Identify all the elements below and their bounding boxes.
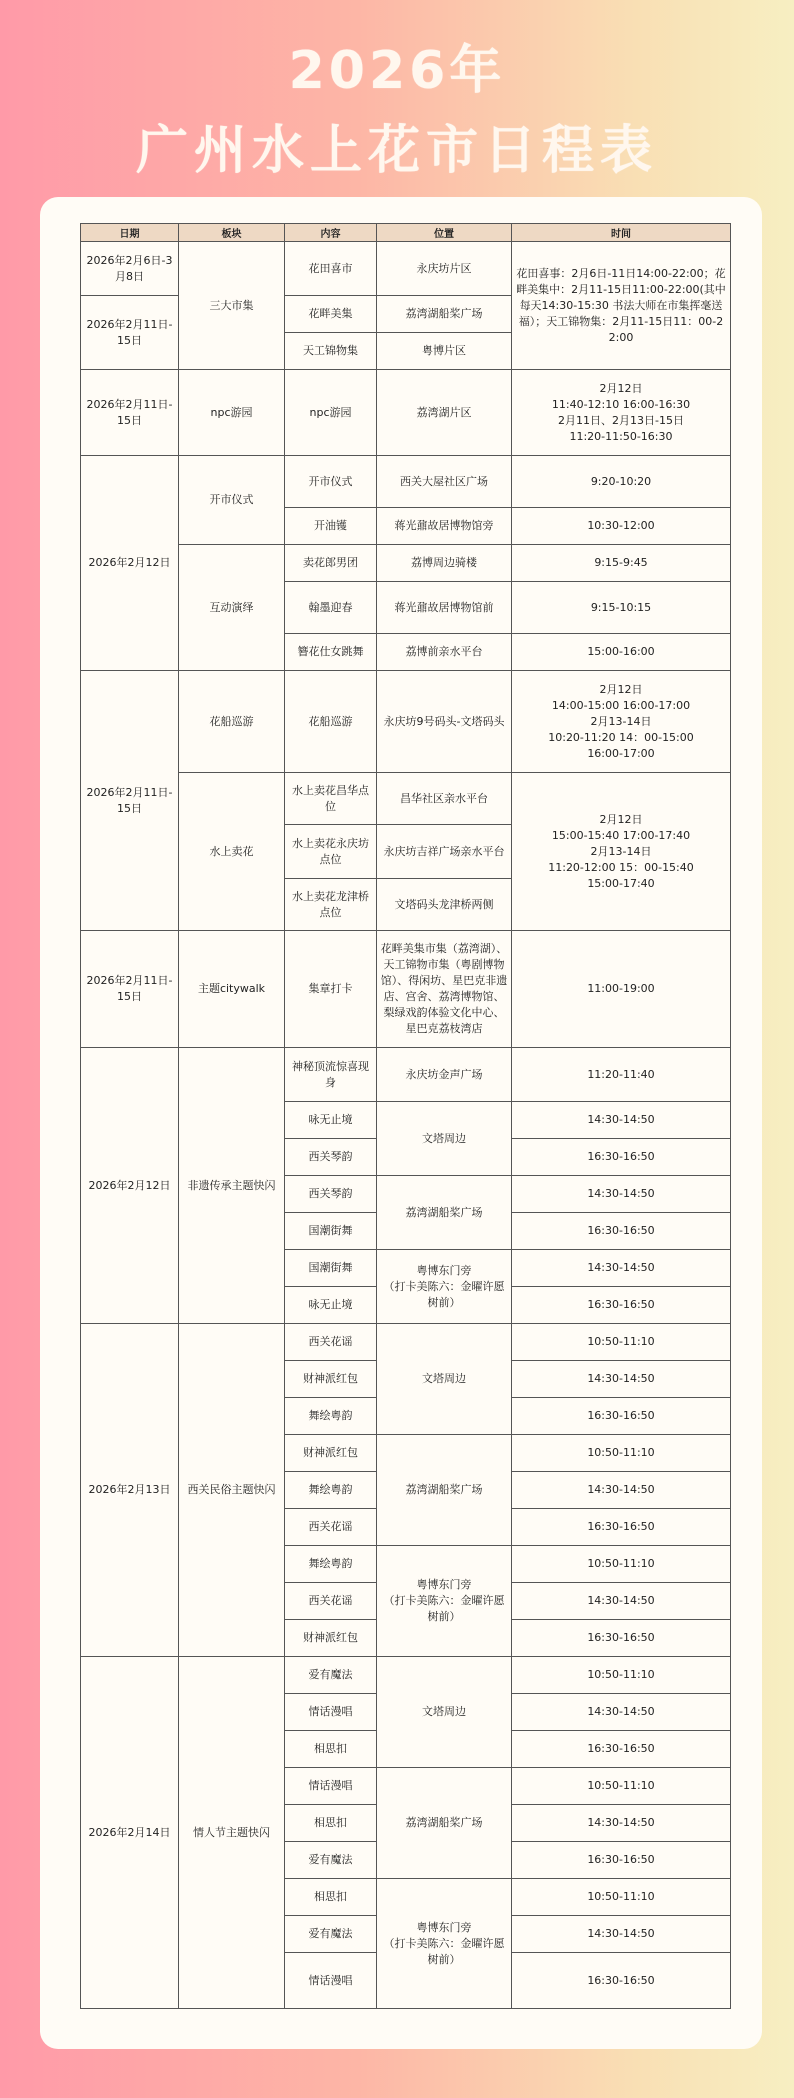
location-cell: 荔湾湖船桨广场: [377, 1768, 512, 1879]
content-cell: 水上卖花龙津桥点位: [285, 879, 377, 931]
location-cell: 荔博前亲水平台: [377, 634, 512, 671]
location-cell: 粤博片区: [377, 333, 512, 370]
time-cell: 花田喜事：2月6日-11日14:00-22:00；花畔美集中：2月11-15日11:00-22:00(其中每天14:30-15:30 书法大师在市集挥毫送福）；天工锦物集：2月11-15日11：00-22:00: [512, 242, 731, 370]
time-cell: 14:30-14:50: [512, 1361, 731, 1398]
time-cell: 16:30-16:50: [512, 1398, 731, 1435]
content-cell: 国潮街舞: [285, 1213, 377, 1250]
time-cell: [512, 370, 731, 456]
table-row: [81, 370, 731, 456]
location-cell: 西关大屋社区广场: [377, 456, 512, 508]
content-cell: 天工锦物集: [285, 333, 377, 370]
content-cell: 爱有魔法: [285, 1842, 377, 1879]
content-cell: 花田喜市: [285, 242, 377, 296]
time-cell: 10:50-11:10: [512, 1546, 731, 1583]
time-cell: 11:20-11:40: [512, 1048, 731, 1102]
time-cell: 15:00-16:00: [512, 634, 731, 671]
time-cell: 14:30-14:50: [512, 1250, 731, 1287]
date-cell: 2026年2月13日: [81, 1324, 179, 1657]
location-cell: 荔湾湖船桨广场: [377, 296, 512, 333]
content-cell: npc游园: [285, 370, 377, 456]
time-cell: 14:30-14:50: [512, 1916, 731, 1953]
content-cell: 簪花仕女跳舞: [285, 634, 377, 671]
time-line: 2月11日、2月13日-15日: [558, 413, 684, 427]
content-cell: 情话漫唱: [285, 1694, 377, 1731]
time-line: 15:00-15:40 17:00-17:40: [551, 828, 691, 842]
time-cell: 14:30-14:50: [512, 1583, 731, 1620]
content-cell: 财神派红包: [285, 1361, 377, 1398]
location-cell: 文塔周边: [377, 1324, 512, 1435]
location-cell: 永庆坊金声广场: [377, 1048, 512, 1102]
content-cell: 卖花郎男团: [285, 545, 377, 582]
time-line: 2月13-14日: [590, 714, 652, 728]
page-title: 广州水上花市日程表: [135, 121, 658, 181]
content-cell: 翰墨迎春: [285, 582, 377, 634]
content-cell: 爱有魔法: [285, 1916, 377, 1953]
time-cell: 10:50-11:10: [512, 1435, 731, 1472]
location-line: 粤博东门旁: [416, 1263, 472, 1277]
location-cell: [377, 1546, 512, 1657]
location-cell: 花畔美集市集（荔湾湖）、天工锦物市集（粤剧博物馆）、得闲坊、星巴克非遗店、宫舍、荔湾博物馆、梨绿戏韵体验文化中心、星巴克荔枝湾店: [377, 931, 512, 1048]
location-cell: 蒋光鼐故居博物馆旁: [377, 508, 512, 545]
content-cell: 西关琴韵: [285, 1176, 377, 1213]
location-cell: 永庆坊吉祥广场亲水平台: [377, 825, 512, 879]
content-cell: 开油镬: [285, 508, 377, 545]
time-line: 2月12日: [599, 381, 643, 395]
section-cell: 西关民俗主题快闪: [179, 1324, 285, 1657]
time-cell: 9:15-9:45: [512, 545, 731, 582]
content-cell: 财神派红包: [285, 1435, 377, 1472]
table-row: [81, 671, 731, 773]
content-cell: 神秘顶流惊喜现身: [285, 1048, 377, 1102]
content-cell: 情话漫唱: [285, 1953, 377, 2009]
section-cell: 开市仪式: [179, 456, 285, 545]
content-cell: 集章打卡: [285, 931, 377, 1048]
time-cell: 14:30-14:50: [512, 1176, 731, 1213]
column-header-section: 板块: [179, 224, 285, 242]
location-cell: 荔博周边骑楼: [377, 545, 512, 582]
content-cell: 情话漫唱: [285, 1768, 377, 1805]
date-cell: 2026年2月11日-15日: [81, 671, 179, 931]
location-cell: [377, 1879, 512, 2009]
time-cell: 14:30-14:50: [512, 1805, 731, 1842]
location-cell: 文塔周边: [377, 1657, 512, 1768]
content-cell: 舞绘粤韵: [285, 1398, 377, 1435]
content-cell: 咏无止境: [285, 1287, 377, 1324]
content-cell: 水上卖花永庆坊点位: [285, 825, 377, 879]
time-cell: 11:00-19:00: [512, 931, 731, 1048]
time-cell: 16:30-16:50: [512, 1620, 731, 1657]
content-cell: 花船巡游: [285, 671, 377, 773]
content-cell: 舞绘粤韵: [285, 1546, 377, 1583]
content-cell: 西关花谣: [285, 1583, 377, 1620]
location-cell: 荔湾湖片区: [377, 370, 512, 456]
time-cell: 16:30-16:50: [512, 1953, 731, 2009]
time-cell: 16:30-16:50: [512, 1842, 731, 1879]
time-cell: 9:15-10:15: [512, 582, 731, 634]
location-line: 粤博东门旁: [416, 1920, 472, 1934]
content-cell: 水上卖花昌华点位: [285, 773, 377, 825]
content-cell: 花畔美集: [285, 296, 377, 333]
page-title-year: 2026年: [288, 41, 506, 101]
time-line: 16:00-17:00: [587, 746, 655, 760]
location-line: 粤博东门旁: [416, 1578, 472, 1591]
column-header-date: 日期: [81, 224, 179, 242]
location-cell: [377, 1250, 512, 1324]
location-line: 树前）: [427, 1295, 461, 1309]
time-line: 11:20-11:50-16:30: [569, 429, 673, 443]
location-line: （打卡美陈六：金曜许愿: [383, 1936, 505, 1950]
content-cell: 相思扣: [285, 1731, 377, 1768]
time-cell: 16:30-16:50: [512, 1139, 731, 1176]
table-row: [81, 773, 731, 825]
location-line: 树前）: [427, 1610, 461, 1623]
content-cell: 相思扣: [285, 1879, 377, 1916]
table-row: [81, 1657, 731, 1694]
column-header-location: 位置: [377, 224, 512, 242]
time-line: 11:20-12:00 15：00-15:40: [548, 860, 694, 874]
table-row: [81, 931, 731, 1048]
location-cell: 永庆坊9号码头-文塔码头: [377, 671, 512, 773]
time-cell: [512, 671, 731, 773]
time-cell: 16:30-16:50: [512, 1213, 731, 1250]
time-cell: 14:30-14:50: [512, 1472, 731, 1509]
time-cell: 16:30-16:50: [512, 1287, 731, 1324]
time-cell: 10:30-12:00: [512, 508, 731, 545]
location-cell: 文塔周边: [377, 1102, 512, 1176]
content-cell: 相思扣: [285, 1805, 377, 1842]
time-line: 14:00-15:00 16:00-17:00: [551, 698, 691, 712]
section-cell: 主题citywalk: [179, 931, 285, 1048]
location-cell: 永庆坊片区: [377, 242, 512, 296]
time-cell: 10:50-11:10: [512, 1324, 731, 1361]
content-cell: 西关花谣: [285, 1324, 377, 1361]
time-line: 11:40-12:10 16:00-16:30: [551, 397, 691, 411]
schedule-table: [80, 223, 731, 2009]
content-cell: 舞绘粤韵: [285, 1472, 377, 1509]
date-cell: 2026年2月12日: [81, 1048, 179, 1324]
date-cell: 2026年2月11日-15日: [81, 370, 179, 456]
section-cell: 花船巡游: [179, 671, 285, 773]
location-cell: 荔湾湖船桨广场: [377, 1176, 512, 1250]
table-row: [81, 1324, 731, 1361]
time-line: 10:20-11:20 14：00-15:00: [548, 730, 694, 744]
location-line: （打卡美陈六：金曜许愿: [383, 1594, 505, 1607]
time-line: 2月12日: [599, 812, 643, 826]
table-header-row: [81, 224, 731, 242]
table-row: [81, 456, 731, 508]
table-row: [81, 1048, 731, 1102]
time-line: 15:00-17:40: [587, 876, 655, 890]
location-cell: 蒋光鼐故居博物馆前: [377, 582, 512, 634]
date-cell: 2026年2月14日: [81, 1657, 179, 2009]
section-cell: 三大市集: [179, 242, 285, 370]
content-cell: 财神派红包: [285, 1620, 377, 1657]
section-cell: npc游园: [179, 370, 285, 456]
location-line: （打卡美陈六：金曜许愿: [383, 1279, 505, 1293]
content-cell: 咏无止境: [285, 1102, 377, 1139]
location-cell: 荔湾湖船桨广场: [377, 1435, 512, 1546]
column-header-content: 内容: [285, 224, 377, 242]
time-cell: [512, 773, 731, 931]
time-cell: 10:50-11:10: [512, 1879, 731, 1916]
location-cell: 文塔码头龙津桥两侧: [377, 879, 512, 931]
section-cell: 水上卖花: [179, 773, 285, 931]
column-header-time: 时间: [512, 224, 731, 242]
table-row: [81, 545, 731, 582]
date-cell: 2026年2月12日: [81, 456, 179, 671]
time-cell: 16:30-16:50: [512, 1731, 731, 1768]
time-line: 2月13-14日: [590, 844, 652, 858]
location-cell: 昌华社区亲水平台: [377, 773, 512, 825]
time-cell: 9:20-10:20: [512, 456, 731, 508]
date-cell: 2026年2月11日-15日: [81, 931, 179, 1048]
time-cell: 14:30-14:50: [512, 1102, 731, 1139]
time-cell: 14:30-14:50: [512, 1694, 731, 1731]
time-cell: 10:50-11:10: [512, 1657, 731, 1694]
time-cell: 16:30-16:50: [512, 1509, 731, 1546]
location-line: 树前）: [427, 1952, 461, 1966]
date-cell: 2026年2月11日-15日: [81, 296, 179, 370]
content-cell: 爱有魔法: [285, 1657, 377, 1694]
time-line: 2月12日: [599, 682, 643, 696]
table-row: [81, 242, 731, 296]
date-cell: 2026年2月6日-3月8日: [81, 242, 179, 296]
section-cell: 非遗传承主题快闪: [179, 1048, 285, 1324]
content-cell: 开市仪式: [285, 456, 377, 508]
time-cell: 10:50-11:10: [512, 1768, 731, 1805]
section-cell: 情人节主题快闪: [179, 1657, 285, 2009]
section-cell: 互动演绎: [179, 545, 285, 671]
content-cell: 国潮街舞: [285, 1250, 377, 1287]
content-cell: 西关花谣: [285, 1509, 377, 1546]
content-cell: 西关琴韵: [285, 1139, 377, 1176]
